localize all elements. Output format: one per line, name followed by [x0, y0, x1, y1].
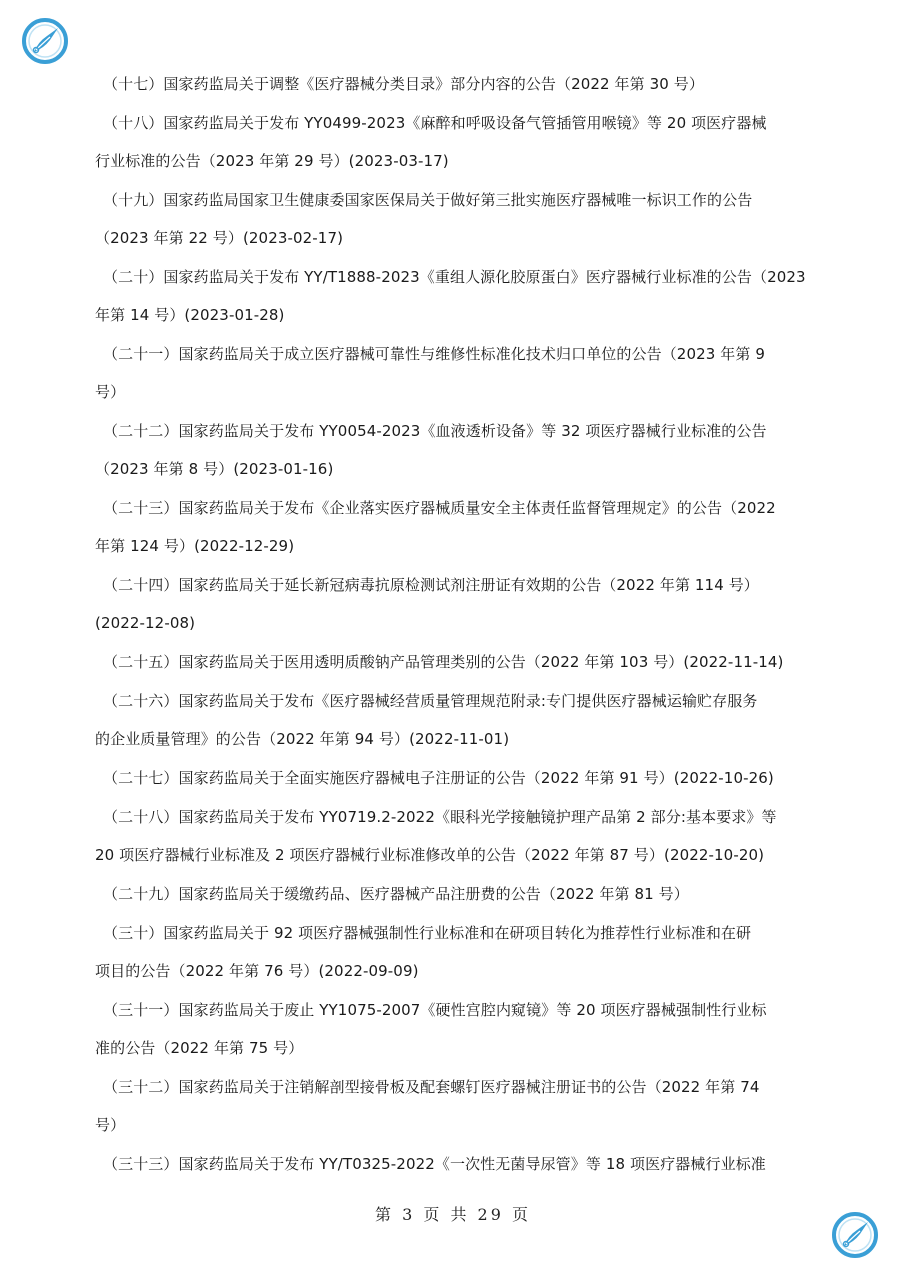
- announcement-line: （二十）国家药监局关于发布 YY/T1888-2023《重组人源化胶原蛋白》医疗器械行业标准的公告（2023: [103, 268, 806, 286]
- announcement-line: （二十三）国家药监局关于发布《企业落实医疗器械质量安全主体责任监督管理规定》的公告（2022: [103, 499, 776, 517]
- announcement-line: （二十四）国家药监局关于延长新冠病毒抗原检测试剂注册证有效期的公告（2022 年第 114 号）: [103, 576, 759, 594]
- announcement-item: [95, 65, 820, 103]
- announcement-item: [95, 335, 820, 411]
- logo-icon: [830, 1210, 880, 1260]
- announcement-item: [95, 682, 820, 758]
- announcement-line: （三十二）国家药监局关于注销解剖型接骨板及配套螺钉医疗器械注册证书的公告（2022 年第 74: [103, 1078, 760, 1096]
- announcement-item: [95, 991, 820, 1067]
- announcement-item: [95, 489, 820, 565]
- announcement-line: 年第 124 号）(2022-12-29): [95, 537, 295, 555]
- announcement-line: 项目的公告（2022 年第 76 号）(2022-09-09): [95, 962, 419, 980]
- announcement-line: （二十二）国家药监局关于发布 YY0054-2023《血液透析设备》等 32 项医疗器械行业标准的公告: [103, 422, 767, 440]
- announcement-line: （三十一）国家药监局关于废止 YY1075-2007《硬性宫腔内窥镜》等 20 项医疗器械强制性行业标: [103, 1001, 767, 1019]
- announcement-line: （2023 年第 22 号）(2023-02-17): [95, 229, 344, 247]
- announcement-item: [95, 875, 820, 913]
- announcement-line: 行业标准的公告（2023 年第 29 号）(2023-03-17): [95, 152, 449, 170]
- announcement-line: （二十六）国家药监局关于发布《医疗器械经营质量管理规范附录:专门提供医疗器械运输贮存服务: [103, 692, 758, 710]
- announcement-item: [95, 643, 820, 681]
- announcement-line: 年第 14 号）(2023-01-28): [95, 306, 285, 324]
- announcement-line: 的企业质量管理》的公告（2022 年第 94 号）(2022-11-01): [95, 730, 510, 748]
- announcement-line: 20 项医疗器械行业标准及 2 项医疗器械行业标准修改单的公告（2022 年第 87 号）(2022-10-20): [95, 846, 765, 864]
- announcement-line: （三十三）国家药监局关于发布 YY/T0325-2022《一次性无菌导尿管》等 18 项医疗器械行业标准: [103, 1155, 766, 1173]
- announcement-item: [95, 1145, 820, 1183]
- page-number: 第 3 页 共 29 页: [375, 1205, 531, 1224]
- announcement-item: [95, 759, 820, 797]
- announcement-line: 号）: [95, 383, 126, 401]
- announcement-line: （2023 年第 8 号）(2023-01-16): [95, 460, 334, 478]
- announcement-item: [95, 104, 820, 180]
- announcement-item: [95, 412, 820, 488]
- announcement-line: 准的公告（2022 年第 75 号）: [95, 1039, 304, 1057]
- logo-icon: [20, 16, 70, 66]
- announcement-line: （十八）国家药监局关于发布 YY0499-2023《麻醉和呼吸设备气管插管用喉镜》等 20 项医疗器械: [103, 114, 767, 132]
- announcement-line: （二十七）国家药监局关于全面实施医疗器械电子注册证的公告（2022 年第 91 号）(2022-10-26): [103, 769, 774, 787]
- announcement-line: （二十八）国家药监局关于发布 YY0719.2-2022《眼科光学接触镜护理产品第 2 部分:基本要求》等: [103, 808, 777, 826]
- announcement-line: （三十）国家药监局关于 92 项医疗器械强制性行业标准和在研项目转化为推荐性行业标准和在研: [103, 924, 752, 942]
- announcement-line: （十九）国家药监局国家卫生健康委国家医保局关于做好第三批实施医疗器械唯一标识工作的公告: [103, 191, 753, 209]
- announcement-line: （二十一）国家药监局关于成立医疗器械可靠性与维修性标准化技术归口单位的公告（2023 年第 9: [103, 345, 765, 363]
- announcement-item: [95, 566, 820, 642]
- announcement-line: （十七）国家药监局关于调整《医疗器械分类目录》部分内容的公告（2022 年第 30 号）: [103, 75, 704, 93]
- announcement-line: (2022-12-08): [95, 614, 196, 632]
- announcement-line: 号）: [95, 1116, 126, 1134]
- announcement-list: [95, 65, 820, 1183]
- announcement-item: [95, 914, 820, 990]
- announcement-item: [95, 181, 820, 257]
- announcement-line: （二十五）国家药监局关于医用透明质酸钠产品管理类别的公告（2022 年第 103 号）(2022-11-14): [103, 653, 784, 671]
- announcement-line: （二十九）国家药监局关于缓缴药品、医疗器械产品注册费的公告（2022 年第 81 号）: [103, 885, 689, 903]
- announcement-item: [95, 258, 820, 334]
- announcement-item: [95, 1068, 820, 1144]
- announcement-item: [95, 798, 820, 874]
